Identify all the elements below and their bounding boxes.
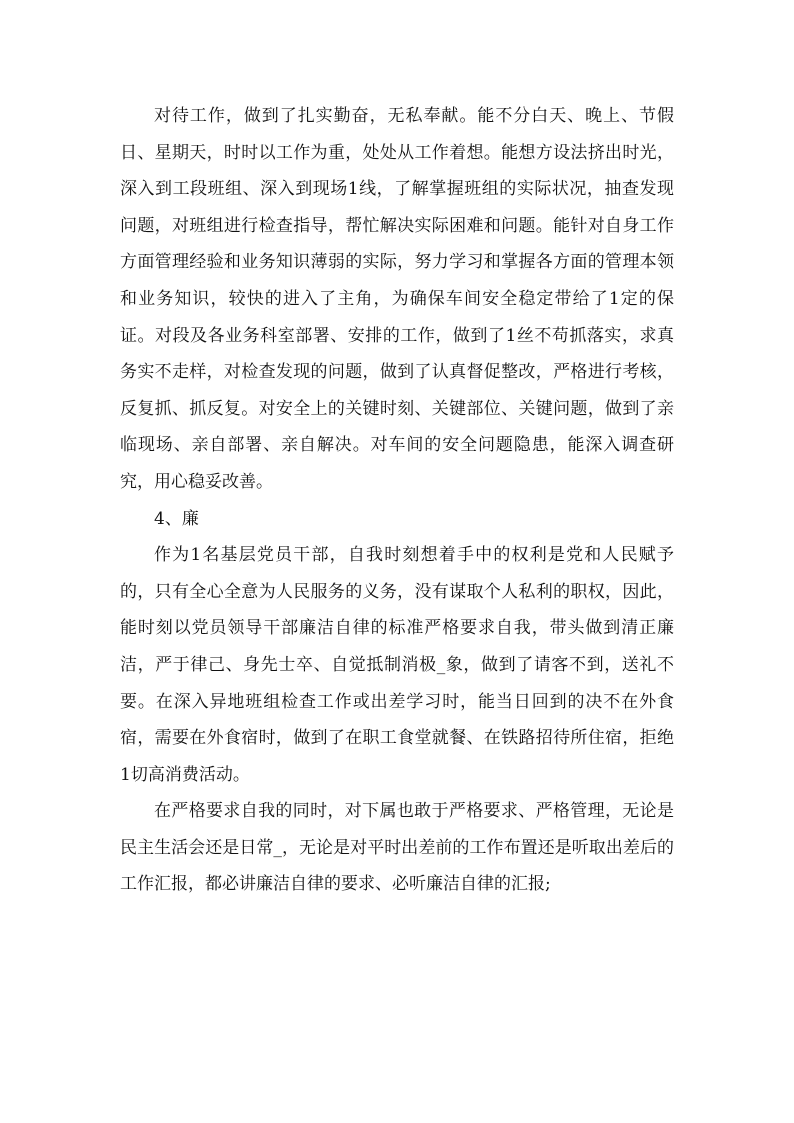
paragraph-integrity-self: 作为1名基层党员干部，自我时刻想着手中的权利是党和人民赋予的，只有全心全意为人民服务的义务，没有谋取个人私利的职权，因此，能时刻以党员领导干部廉洁自律的标准严格要求自我，带头做到清正廉洁，严于律己、身先士卒、自觉抵制消极_象，做到了请客不到，送礼不要。在深入异地班组检查工作或出差学习时，能当日回到的决不在外食宿，需要在外食宿时，做到了在职工食堂就餐、在铁路招待所住宿，拒绝1切高消费活动。 xyxy=(120,545,674,785)
paragraph-integrity-subordinates: 在严格要求自我的同时，对下属也敢于严格要求、严格管理，无论是民主生活会还是日常_，无论是对平时出差前的工作布置还是听取出差后的工作汇报，都必讲廉洁自律的要求、必听廉洁自律的汇报; xyxy=(120,801,674,895)
document-body xyxy=(120,98,674,903)
paragraph-work-attitude: 对待工作，做到了扎实勤奋，无私奉献。能不分白天、晚上、节假日、星期天，时时以工作为重，处处从工作着想。能想方设法挤出时光，深入到工段班组、深入到现场1线，了解掌握班组的实际状况，抽查发现问题，对班组进行检查指导，帮忙解决实际困难和问题。能针对自身工作方面管理经验和业务知识薄弱的实际，努力学习和掌握各方面的管理本领和业务知识，较快的进入了主角，为确保车间安全稳定带给了1定的保证。对段及各业务科室部署、安排的工作，做到了1丝不苟抓落实，求真务实不走样，对检查发现的问题，做到了认真督促整改，严格进行考核，反复抓、抓反复。对安全上的关键时刻、关键部位、关键问题，做到了亲临现场、亲自部署、亲自解决。对车间的安全问题隐患，能深入调查研究，用心稳妥改善。 xyxy=(120,106,674,492)
section-heading-integrity: 4、廉 xyxy=(154,508,199,529)
